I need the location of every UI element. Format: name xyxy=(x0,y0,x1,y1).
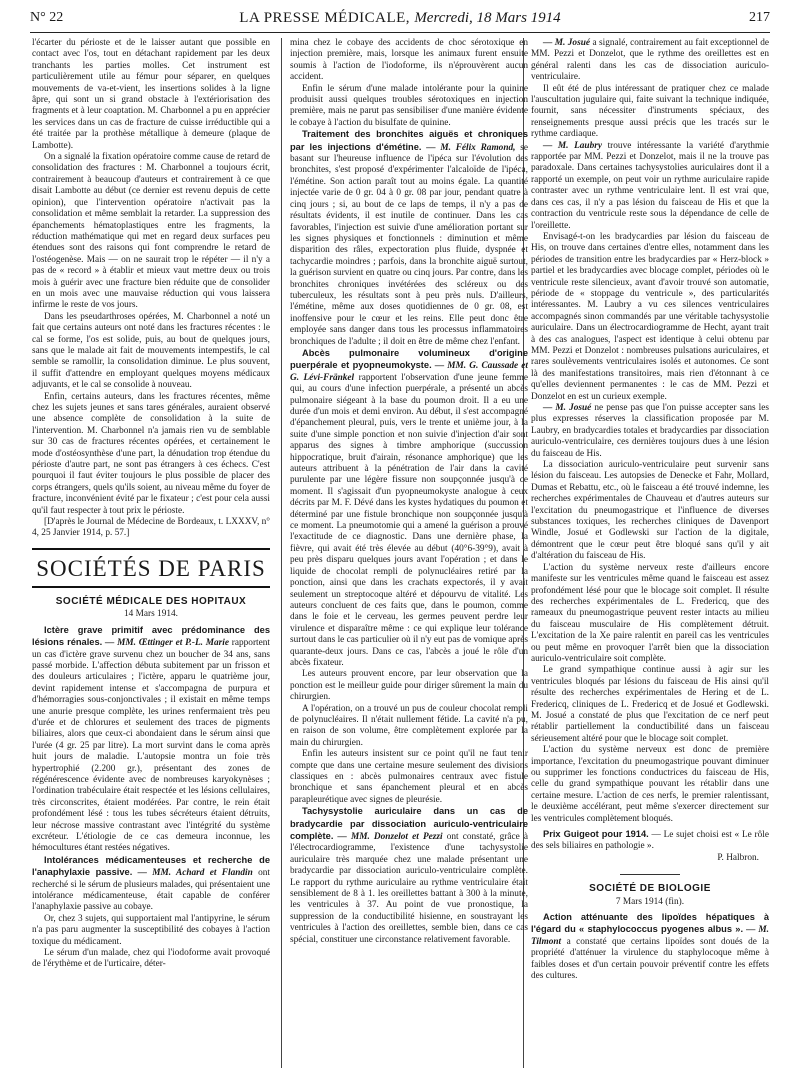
paragraph: Il eût été de plus intéressant de pratiquer chez ce malade l'auscultation jugulaire qui, faite suivant la technique indiquée, fournit, sans nécessiter d'instruments spéciaux, des renseignements presque aussi précis que les tracés sur le rythme cardiaque. xyxy=(531,83,769,140)
paragraph: mina chez le cobaye des accidents de choc sérotoxique en injection première, mais, lorsque les animaux furent ensuite soumis à l'action de l'iodoforme, ils n'éprouvèrent aucun accident. xyxy=(290,38,528,83)
issue-date: Mercredi, 18 Mars 1914 xyxy=(414,10,561,26)
paragraph: L'action du système nerveux est donc de première importance, l'excitation du pneumogastrique pouvant diminuer ou supprimer les fonctions conductrices du faisceau de His, celle du grand sympathique pouvant les rétablir dans une certaine mesure. L'action de ces nerfs, le premier ralentissant, le deuxième accélérant, peut même s'exercer directement sur les ventricules complètement bloqués. xyxy=(531,745,769,824)
comment xyxy=(531,141,769,232)
paragraph: Les auteurs prouvent encore, par leur observation que la ponction est le meilleur guide pour diriger sûrement la main du chirurgien. xyxy=(290,669,528,703)
paragraph: Or, chez 3 sujets, qui supportaient mal l'antipyrine, le sérum n'a pas paru augmenter la susceptibilité des cobayes à l'action toxique du médicament. xyxy=(32,913,270,947)
article-title: Traitement des bronchites aiguës et chroniques par les injections d'émétine. xyxy=(290,129,528,152)
article-title: Intolérances médicamenteuses et recherche de l'anaphylaxie passive. xyxy=(32,854,270,878)
article xyxy=(290,806,528,946)
prize-notice xyxy=(531,829,769,853)
article-text: rapportent l'observation d'une jeune femme qui, au cours d'une infection puerpérale, a présenté un abcès pulmonaire siégeant à la base du poumon droit. Il a eu une durée d'un mois et demi environ. Au début, il s'est accompagné d'épanchement pleural, puis, vers le trente et unième jour, à la suite d'une simple ponction et non suivie d'injection d'air sont apparus des signes à timbre amphorique (succussion hippocratique, bruit d'airain, résonance amphorique) que les auteurs attribuent à la pénétration de l'air dans la cavité purulente par une légère fissure non soupçonnée jusqu'à ce moment. Il s'agissait d'un pyopneumokyste analogue à ceux décrits par M. F. Dévé dans les kystes hydatiques du poumon et déterminé par une fistule bronchique non soupçonnée jusqu'à ce moment. La pneumotomie qui a amené la guérison a prouvé l'exactitude de ce diagnostic. Dans une dernière phase, la fièvre, qui avait été très élevée au début (40°6-39°9), avait à peu près disparu quelques jours avant l'opération ; et dans le liquide de chocolat rempli de polynucléaires retiré par la ponction, ainsi que dans les crachats expectorés, il y avait seulement un streptocoque altéré et dépourvu de vitalité. Les auteurs concluent de ces faits que, dans le poumon, comme dans le foie et le cerveau, les germes peuvent perdre leur virulence et disparaître même : ce qui explique leur tolérance surtout dans le cas particulier où il n'y eut pas de vomique après quarante-deux jours. Dans ce cas, l'abcès a joué le rôle d'un abcès fixateur. xyxy=(290,372,528,668)
paragraph: Enfin le sérum d'une malade intolérante pour la quinine produisit aussi quelques troubles sérotoxiques en injection première, mais ne parut pas sensibiliser d'une manière évidente le cobaye à l'action du bisulfate de quinine. xyxy=(290,83,528,128)
article xyxy=(32,625,270,855)
article-text: ont constaté, grâce à l'électrocardiogramme, l'existence d'une tachysystolie auriculaire très marquée chez une malade présentant une bradycardie par dissociation auriculo-ventriculaire complète. Le rapport du rythme auriculaire au rythme ventriculaire était sensiblement de 8 à 1. les oreillettes battant à 300 à la minute, les ventricules à 37. Au point de vue pronostique, la suppression de la conductibilité hisienne, en soustrayant les ventricules à l'action des oreillettes, semble bien, dans ce cas spécial, constituer une circonstance relativement favorable. xyxy=(290,832,528,945)
session-date: 7 Mars 1914 (fin). xyxy=(615,896,685,907)
article-authors: — M. Félix Ramond, xyxy=(426,142,516,153)
prize-text: — Le sujet choisi est « Le rôle des sels biliaires en pathologie ». xyxy=(531,830,769,852)
paragraph: On a signalé la fixation opératoire comme cause de retard de consolidation des fractures : M. Charbonnel a toujours écrit, contrairement à beaucoup d'auteurs et contrairement à ce que disait Lambotte au début (ce dernier est revenu depuis de cette opinion), que l'intervention opératoire n'activait pas la consolidation et même semblait la retarder. La suppression des épanchements hématoplastiques entre les fragments, la réduction mathématique qui met en regard deux surfaces peu étendues sont des raisons qui font comprendre le retard de l'ostéogenèse. Mais — on ne saurait trop le répéter — il n'y a pas de « record » à établir et mieux vaut mettre deux ou trois mois à guérir avec une fracture bien réduite que de consolider en un mois avec une mauvaise réduction qui vous laissera infirme le reste de vos jours. xyxy=(32,152,270,311)
article xyxy=(32,855,270,914)
article-title: Ictère grave primitif avec prédominance des lésions rénales. xyxy=(32,624,270,648)
comment xyxy=(531,403,769,460)
article-text: rapportent un cas d'ictère grave survenu chez un boucher de 34 ans, sans passé morbide. L'affection débuta subitement par un frisson et des douleurs articulaires ; l'ictère, apparu le quatrième jour, devint rapidement intense et s'accompagna de purpura et d'hémorragies sous-conjonctivales ; il existait en même temps une anurie presque complète, les urines renfermaient très peu d'urée et de chlorures et seulement des traces de pigments biliaires, alors que ceux-ci abondaient dans le sérum ainsi que l'urée (4 gr. 25 par litre). La mort survint dans le coma après huit jours de maladie. L'autopsie montra un foie très hypertrophié (2.200 gr.), présentant des zones de régénérescence évidente avec de nombreuses karyokynèses ; l'ordination trabéculaire était respectée et les lésions cellulaires, très circonscrites, étaient modérées. Par contre, le rein était profondément lésé : tous les tubes sécréteurs étaient détruits, leur nécrose massive contrastant avec l'intégrité du système excréteur. L'étiologie de ce cas demeura inconnue, les hémocultures étant restées négatives. xyxy=(32,638,270,854)
article-authors: — M. Tilmont xyxy=(531,925,769,947)
article-text: se basant sur l'heureuse influence de l'ipéca sur l'évolution des bronchites, s'est proposé d'expérimenter l'alcaloïde de l'ipéca, l'émétine. Son action paraît tout au moins égale. La quantité injectée varie de 0 gr. 04 à 0 gr. 08 par jour, pendant quatre à cinq jours ; si, au bout de ce laps de temps, il n'y a pas de résultats évidents, il est inutile de continuer. Dans les cas favorables, l'injection est suivie d'une amélioration portant sur les signes physiques et fonctionnels : diminution et même disparition des râles, expectoration plus fluide, dyspnée et tachycardie moindres ; parfois, dans la bronchite aiguë surtout, la guérison survient en quatre ou cinq jours. Par contre, dans les bronchites chroniques invétérées des scléreux ou des tuberculeux, les résultats sont à peu près nuls. D'ailleurs, l'émétine, même aux doses quotidiennes de 0 gr. 08, est inoffensive pour le cœur et les reins. Elle peut donc être employée sans danger dans tous les processus inflammatoires bronchiques de l'adulte ; il doit en être de même chez l'enfant. xyxy=(290,142,528,347)
society-title: SOCIÉTÉ MÉDICALE DES HOPITAUX xyxy=(55,595,247,607)
comment-author: — M. Josué xyxy=(543,38,590,48)
paragraph: A l'opération, on a trouvé un pus de couleur chocolat rempli de polynucléaires. Il n'était nullement fétide. La cavité n'a pu, en raison de son volume, être complètement explorée par la main du chirurgien. xyxy=(290,703,528,748)
article-authors: — MM. Achard et Flandin xyxy=(137,868,253,879)
article-title: Action atténuante des lipoïdes hépatiques à l'égard du « staphylococcus pyogenes albus ». xyxy=(531,912,769,935)
column-2 xyxy=(290,38,528,1068)
signature: P. Halbron. xyxy=(717,852,759,863)
article-text: ont recherché si le sérum de plusieurs malades, qui présentaient une intolérance médicamenteuse, était capable de conférer l'anaphylaxie passive au cobaye. xyxy=(32,868,270,913)
paragraph: L'action du système nerveux reste d'ailleurs encore manifeste sur les ventricules même quand le faisceau est assez profondément lésé pour que le blocage soit complet. Il résulte des recherches expérimentales de L. Fredericq, que des rameaux du pneumogastrique peuvent rester intacts au milieu du faisceau musculaire de His complètement détruit. L'excitation de la Xe paire ralentit en pareil cas les ventricules ou peut même en provoquer l'arrêt bien que la dissociation auriculo-ventriculaire soit complète. xyxy=(531,562,769,664)
article-text: a constaté que certains lipoïdes sont doués de la propriété d'atténuer la virulence du staphylocoque même à faibles doses et d'un certain pouvoir préventif contre les effets des cultures. xyxy=(531,936,769,982)
article xyxy=(290,129,528,348)
paragraph: l'écarter du périoste et de le laisser autant que possible en contact avec l'os, tout en détachant rapidement par les deux tranchants les parties molles. Cet instrument est particulièrement utile au fémur pour séparer, en quelques mouvements de va-et-vient, les insertions solides à la ligne âpre, qui sont un si grand obstacle à l'extériorisation des fragments et à leur coaptation. M. Charbonnel a pu en apprécier les services dans un cas de fracture de cuisse irréductible qui a été traitée par la prothèse métallique à demeure (plaque de Lambotte). xyxy=(32,38,270,151)
page-header xyxy=(30,10,770,30)
comment-text: trouve intéressante la variété d'arythmie rapportée par MM. Pezzi et Donzelot, mais il ne la trouve pas paradoxale. Dans certaines tachysystolies auriculaires dont il a rapporté un exemple, on peut voir un rythme auriculaire rapide contraster avec un rythme ventriculaire lent. Il est vrai que, dans ces cas, il n'y a pas lésion du faisceau de His et que la contraction du ventricule reste sous la dépendance de celle de l'oreillette. xyxy=(531,140,769,231)
article xyxy=(290,348,528,669)
comment-author: — M. Laubry xyxy=(543,140,602,151)
paragraph: La dissociation auriculo-ventriculaire peut survenir sans lésion du faisceau. Les autopsies de Denecke et Fahr, Mollard, Dumas et Rebattu, etc., où le faisceau a été trouvé indemne, les recherches expérimentales de Chauveau et d'autres auteurs sur l'excitation du pneumogastrique et l'influence de diverses substances toxiques, les recherches cliniques de Davenport Windle, Josué et Godlewski sur l'action de la digitale, démontrent que le cœur peut être bloqué sans qu'il y ait d'altération du faisceau de His. xyxy=(531,460,769,562)
column-1 xyxy=(32,38,270,1068)
paragraph: Envisagé-t-on les bradycardies par lésion du faisceau de His, on trouve dans certaines d'entre elles, notamment dans les périodes de transition entre les bradycardies par « Herz-block » partiel et les bradycardies avec blocage complet, périodes où le ventricule reste silencieux, avant d'avoir trouvé son automatie, période de « stoppage du ventricule », des particularités intéressantes. M. Laubry a vu ces silences ventriculaires accompagnés sinon commandés par une véritable tachysystolie auriculaire. Dans un électrocardiogramme de Hecht, ayant trait à des cas analogues, l'aspect est identique à celui obtenu par MM. Pezzi et Donzelot : nombreuses pulsations auriculaires, et rares soulèvements ventriculaires isolés et autonomes. Ce sont là des manifestations transitoires, mais rien d'étonnant à ce qu'elles deviennent permanentes : le cas de MM. Pezzi et Donzelot en est un curieux exemple. xyxy=(531,231,769,402)
divider xyxy=(620,874,680,875)
comment-author: — M. Josué xyxy=(543,403,592,413)
page-number-left: N° 22 xyxy=(30,10,64,25)
comment-text: ne pense pas que l'on puisse accepter sans les plus expresses réserves la classification proposée par M. Laubry, en bradycardies totales et bradycardies par dissociation auriculo-ventriculaire, ces dernières toujours dues à une lésion du faisceau de His. xyxy=(531,403,769,459)
paragraph: Enfin, certains auteurs, dans les fractures récentes, même chez les sujets jeunes et sans tares générales, auraient observé une absence complète de consolidation à la suite de l'intervention. M. Charbonnel n'a jamais rien vu de semblable sur 30 cas de fractures récentes opérées, et certainement le mode d'ostéosynthèse d'une part, la dénudation trop étendue du périoste d'autre part, ne sont pas étrangers à ces échecs. C'est pourquoi il faut éviter toujours le plus possible de placer des corps étrangers, quels qu'ils soient, au niveau même du foyer de fracture, inconvénient évité par le fixateur ; c'est pour cela aussi qu'il faut respecter à tout prix le périoste. xyxy=(32,391,270,516)
article-authors: — MM. Œttinger et P.-L. Marie xyxy=(105,638,229,649)
column-divider xyxy=(281,38,282,1068)
paragraph: Dans les pseudarthroses opérées, M. Charbonnel a noté un fait que certains auteurs ont noté dans les fractures récentes : le cal se forme, l'os est solide, puis, au bout de quelques jours, sans que le malade ait fait de mouvements intempestifs, le cal semble se ramollir, la consolidation diminue. Le plus souvent, il suffit d'attendre en employant quelques moyens médicaux adjuvants, et le cal se consolide à nouveau. xyxy=(32,311,270,391)
article-title: Abcès pulmonaire volumineux d'origine puerpérale et pyopneumokyste. xyxy=(290,347,528,371)
paragraph: Enfin les auteurs insistent sur ce point qu'il ne faut tenir compte que dans une certaine mesure seulement des divisions classiques en : abcès pulmonaires centraux avec fistule bronchique et sans épanchement pleural et en abcès parapleurétique avec signes de pleurésie. xyxy=(290,749,528,805)
header-rule xyxy=(30,32,770,33)
session-date: 14 Mars 1914. xyxy=(124,609,178,620)
article xyxy=(531,912,769,982)
section-heading: SOCIÉTÉS DE PARIS xyxy=(32,548,270,588)
paragraph: Le sérum d'un malade, chez qui l'iodoforme avait provoqué de l'érythème et de l'urticaire, déter- xyxy=(32,948,270,970)
article-authors: — MM. G. Caussade et G. Lévi-Fränkel xyxy=(290,361,528,383)
comment xyxy=(531,38,769,84)
journal-masthead xyxy=(30,10,770,27)
prize-title: Prix Guigeot pour 1914. xyxy=(543,829,649,840)
article-title: Tachysystolie auriculaire dans un cas de bradycardie par dissociation auriculo-ventriculaire complète. xyxy=(290,806,528,842)
comment-text: a signalé, contrairement au fait exceptionnel de MM. Pezzi et Donzelot, que le rythme des oreillettes est en général ralenti dans les cas de dissociation auriculo-ventriculaire. xyxy=(531,38,769,83)
source-reference: [D'après le Journal de Médecine de Bordeaux, t. LXXXV, n° 4, 25 Janvier 1914, p. 57.] xyxy=(32,517,270,539)
column-3 xyxy=(531,38,769,1068)
society-title: SOCIÉTÉ DE BIOLOGIE xyxy=(589,883,711,895)
article-authors: — MM. Donzelot et Pezzi xyxy=(337,832,443,843)
journal-title: LA PRESSE MÉDICALE, xyxy=(239,10,411,26)
paragraph: Le grand sympathique continue aussi à agir sur les ventricules bloqués par lésions du faisceau de His ainsi qu'il résulte des recherches expérimentales de Hering et de L. Fredericq, cliniques de L. Fredericq et de Josué et Godlewski. M. Josué a constaté de plus que l'excitation de ce nerf peut rétablir partiellement la conductibilité dans un faisceau sérieusement altéré pour que le blocage soit complet. xyxy=(531,665,769,744)
page-number-right: 217 xyxy=(749,10,770,25)
